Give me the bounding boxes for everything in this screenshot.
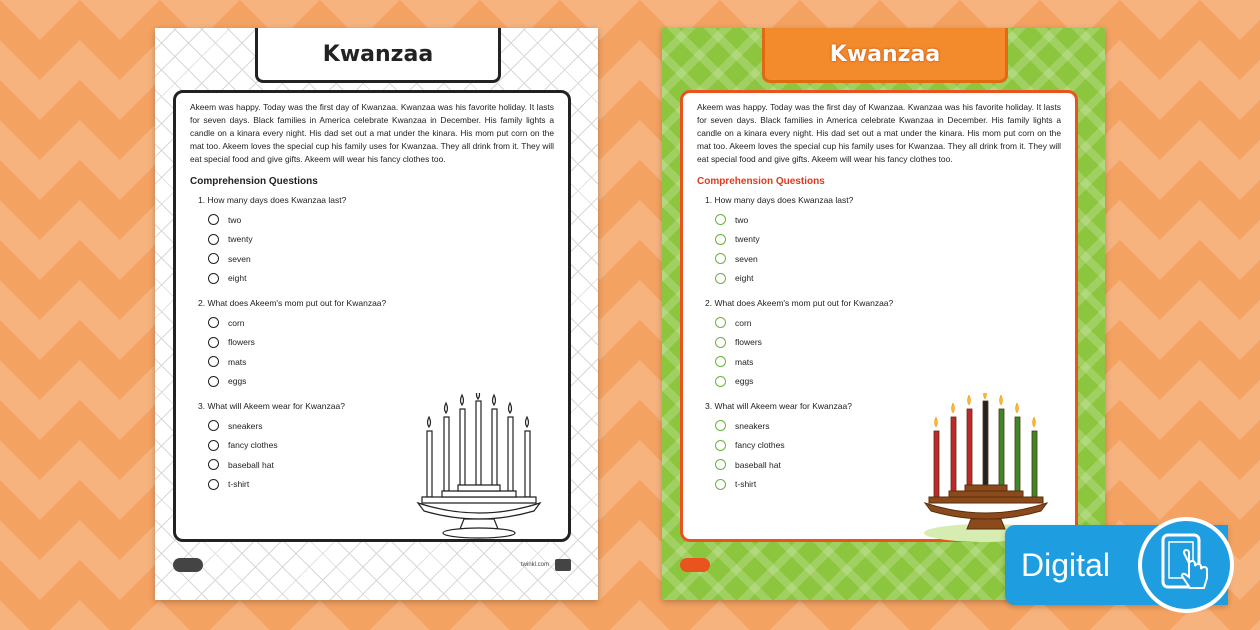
- questions-heading: Comprehension Questions: [697, 176, 825, 187]
- option-label: eight: [735, 273, 754, 284]
- logo-icon: [173, 558, 203, 572]
- radio-button[interactable]: [715, 337, 726, 348]
- radio-button[interactable]: [715, 317, 726, 328]
- option-label: mats: [228, 356, 247, 367]
- radio-button[interactable]: [208, 214, 219, 225]
- answer-option[interactable]: [715, 333, 1061, 353]
- answer-option[interactable]: [715, 210, 1061, 230]
- worksheet-title: Kwanzaa: [762, 28, 1008, 83]
- question-text: 2. What does Akeem's mom put out for Kwanzaa?: [705, 298, 894, 308]
- answer-option[interactable]: [208, 249, 554, 269]
- digital-badge: [1005, 525, 1228, 605]
- answer-option[interactable]: [208, 333, 554, 353]
- radio-button[interactable]: [208, 253, 219, 264]
- question-2: [198, 298, 554, 391]
- answer-option[interactable]: [715, 372, 1061, 392]
- option-label: two: [735, 214, 749, 225]
- footer-url: twinkl.com: [520, 562, 549, 568]
- radio-button[interactable]: [715, 214, 726, 225]
- answer-option[interactable]: [208, 269, 554, 289]
- option-label: flowers: [735, 337, 762, 348]
- question-text: 1. How many days does Kwanzaa last?: [705, 195, 854, 205]
- option-label: two: [228, 214, 242, 225]
- radio-button[interactable]: [715, 479, 726, 490]
- badge-icon: [555, 559, 571, 571]
- option-label: seven: [735, 253, 758, 264]
- answer-option[interactable]: [715, 249, 1061, 269]
- option-label: fancy clothes: [228, 440, 278, 451]
- worksheet-footer: [173, 552, 571, 578]
- reading-passage: Akeem was happy. Today was the first day of Kwanzaa. Kwanzaa was his favorite holiday. It lasts for seven days. Black families in America celebrate Kwanzaa in December. His family lights a candle on a kinara every night. His dad set out a mat under the kinara. His mom put corn on the mat too. Akeem loves the special cup his family uses for Kwanzaa. They all drink from it. They will eat special food and give gifts. Akeem will wear his fancy clothes too.: [697, 102, 1061, 164]
- worksheet-card: [680, 90, 1078, 542]
- option-label: flowers: [228, 337, 255, 348]
- reading-passage: Akeem was happy. Today was the first day of Kwanzaa. Kwanzaa was his favorite holiday. It lasts for seven days. Black families in America celebrate Kwanzaa in December. His family lights a candle on a kinara every night. His dad set out a mat under the kinara. His mom put corn on the mat too. Akeem loves the special cup his family uses for Kwanzaa. They all drink from it. They will eat special food and give gifts. Akeem will wear his fancy clothes too.: [190, 102, 554, 164]
- radio-button[interactable]: [715, 459, 726, 470]
- kinara-icon: [921, 393, 1051, 543]
- digital-label: Digital: [1021, 546, 1110, 583]
- radio-button[interactable]: [715, 376, 726, 387]
- worksheet-color-preview: [662, 28, 1105, 600]
- answer-option[interactable]: [208, 210, 554, 230]
- question-2: [705, 298, 1061, 391]
- radio-button[interactable]: [208, 479, 219, 490]
- option-label: eggs: [735, 376, 754, 387]
- option-label: baseball hat: [228, 459, 274, 470]
- answer-option[interactable]: [715, 269, 1061, 289]
- option-label: twenty: [735, 234, 760, 245]
- worksheet-bw-preview: [155, 28, 598, 600]
- option-label: corn: [228, 317, 245, 328]
- radio-button[interactable]: [715, 234, 726, 245]
- option-label: sneakers: [735, 420, 770, 431]
- answer-option[interactable]: [208, 372, 554, 392]
- radio-button[interactable]: [715, 253, 726, 264]
- option-label: eight: [228, 273, 247, 284]
- answer-option[interactable]: [715, 230, 1061, 250]
- radio-button[interactable]: [715, 420, 726, 431]
- answer-option[interactable]: [715, 352, 1061, 372]
- option-label: sneakers: [228, 420, 263, 431]
- option-label: twenty: [228, 234, 253, 245]
- questions-heading: Comprehension Questions: [190, 176, 318, 187]
- radio-button[interactable]: [208, 440, 219, 451]
- answer-option[interactable]: [715, 313, 1061, 333]
- option-label: baseball hat: [735, 459, 781, 470]
- option-label: t-shirt: [735, 479, 757, 490]
- radio-button[interactable]: [208, 337, 219, 348]
- radio-button[interactable]: [208, 356, 219, 367]
- kinara-icon: [414, 393, 544, 543]
- radio-button[interactable]: [715, 356, 726, 367]
- radio-button[interactable]: [208, 420, 219, 431]
- radio-button[interactable]: [715, 440, 726, 451]
- option-label: seven: [228, 253, 251, 264]
- question-text: 3. What will Akeem wear for Kwanzaa?: [705, 401, 852, 411]
- option-label: fancy clothes: [735, 440, 785, 451]
- footer-right: [521, 559, 571, 571]
- radio-button[interactable]: [208, 376, 219, 387]
- answer-option[interactable]: [208, 230, 554, 250]
- answer-option[interactable]: [208, 352, 554, 372]
- radio-button[interactable]: [208, 459, 219, 470]
- question-text: 2. What does Akeem's mom put out for Kwanzaa?: [198, 298, 387, 308]
- radio-button[interactable]: [208, 273, 219, 284]
- radio-button[interactable]: [715, 273, 726, 284]
- option-label: mats: [735, 356, 754, 367]
- option-label: t-shirt: [228, 479, 250, 490]
- radio-button[interactable]: [208, 317, 219, 328]
- worksheet-card: [173, 90, 571, 542]
- option-label: corn: [735, 317, 752, 328]
- question-1: [198, 195, 554, 288]
- answer-option[interactable]: [208, 313, 554, 333]
- option-label: eggs: [228, 376, 247, 387]
- logo-icon: [680, 558, 710, 572]
- question-text: 3. What will Akeem wear for Kwanzaa?: [198, 401, 345, 411]
- tablet-touch-icon: [1138, 517, 1234, 613]
- worksheet-title: Kwanzaa: [255, 28, 501, 83]
- radio-button[interactable]: [208, 234, 219, 245]
- question-text: 1. How many days does Kwanzaa last?: [198, 195, 347, 205]
- question-1: [705, 195, 1061, 288]
